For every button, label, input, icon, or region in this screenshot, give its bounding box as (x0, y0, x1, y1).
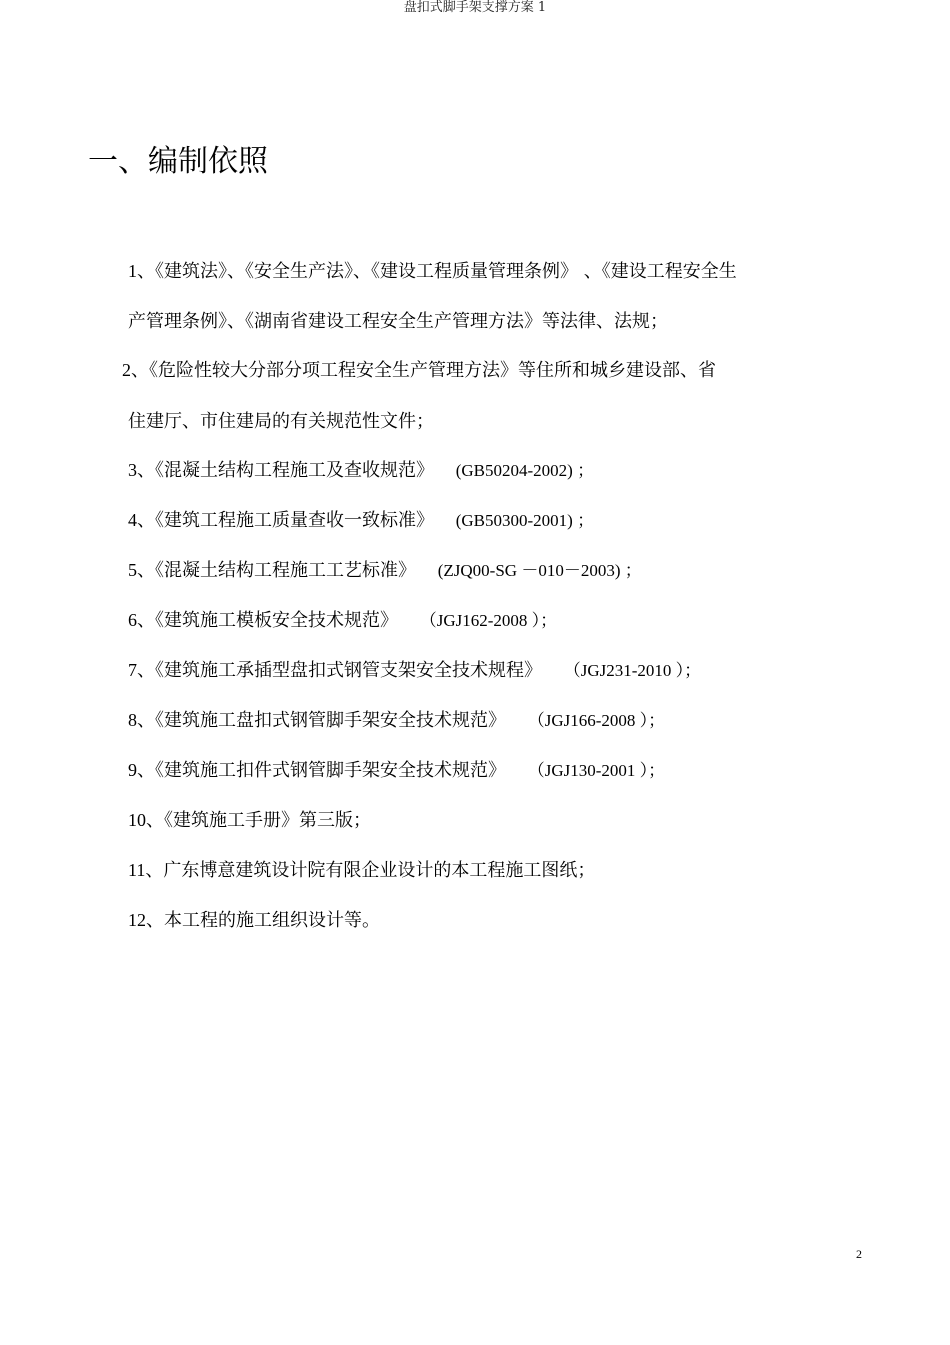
item-text: 、《建筑法》、《安全生产法》、《建设工程质量管理条例》 、《建设工程安全生 (137, 261, 737, 282)
item-number: 9 (128, 760, 137, 780)
item-text: 、《混凝土结构工程施工及查收规范》 (137, 460, 434, 481)
item-text: 、广东博意建筑设计院有限企业设计的本工程施工图纸； (145, 860, 596, 881)
item-number: 12 (128, 910, 146, 930)
item-text: 、《混凝土结构工程施工工艺标准》 (137, 560, 416, 581)
item-text: 、《建筑施工扣件式钢管脚手架安全技术规范》 (137, 760, 506, 781)
item-text: 、《建筑施工手册》第三版； (146, 810, 371, 831)
item-text: 、《建筑施工盘扣式钢管脚手架安全技术规范》 (137, 710, 506, 731)
list-item-1 (128, 259, 737, 284)
item-reference: (ZJQ00-SG －010－2003) ； (437, 561, 642, 580)
list-item-6 (128, 608, 557, 633)
section-title: 一、编制依照 (88, 144, 268, 179)
list-item-11 (128, 858, 595, 883)
page-header: 盘扣式脚手架支撑方案 1 (403, 0, 547, 15)
list-item-5 (128, 558, 642, 583)
item-text: 、《建筑施工模板安全技术规范》 (137, 610, 398, 631)
list-item-2 (122, 358, 716, 383)
item-reference: （JGJ231-2010 ）； (563, 661, 702, 680)
item-reference: （JGJ130-2001 ）； (527, 761, 666, 780)
list-item-10 (128, 808, 371, 833)
item-number: 7 (128, 660, 137, 680)
item-number: 6 (128, 610, 137, 630)
item-text: 、《危险性较大分部分项工程安全生产管理方法》等住所和城乡建设部、省 (131, 360, 716, 381)
item-number: 10 (128, 810, 146, 830)
item-number: 5 (128, 560, 137, 580)
item-text: 、《建筑工程施工质量查收一致标准》 (137, 510, 434, 531)
item-number: 4 (128, 510, 137, 530)
item-number: 3 (128, 460, 137, 480)
page-number: 2 (856, 1247, 862, 1261)
item-reference: （JGJ166-2008 ）； (527, 711, 666, 730)
item-text: 、《建筑施工承插型盘扣式钢管支架安全技术规程》 (137, 660, 542, 681)
list-item-1-continued (128, 310, 668, 334)
item-reference: （JGJ162-2008 ）； (419, 611, 558, 630)
item-text: 住建厅、市住建局的有关规范性文件； (128, 411, 434, 432)
item-number: 11 (128, 860, 146, 880)
list-item-4 (128, 508, 594, 533)
item-number: 1 (128, 261, 137, 281)
list-item-8 (128, 708, 665, 733)
item-number: 8 (128, 710, 137, 730)
item-text: 、本工程的施工组织设计等。 (146, 910, 380, 931)
list-item-7 (128, 658, 701, 683)
item-reference: (GB50300-2001) ； (455, 511, 595, 530)
list-item-9 (128, 758, 665, 783)
list-item-3 (128, 458, 594, 483)
item-text: 产管理条例》、《湖南省建设工程安全生产管理方法》等法律、法规； (128, 311, 668, 332)
item-reference: (GB50204-2002) ； (455, 461, 595, 480)
list-item-2-continued (128, 410, 434, 434)
item-number: 2 (122, 360, 131, 380)
list-item-12 (128, 908, 380, 933)
